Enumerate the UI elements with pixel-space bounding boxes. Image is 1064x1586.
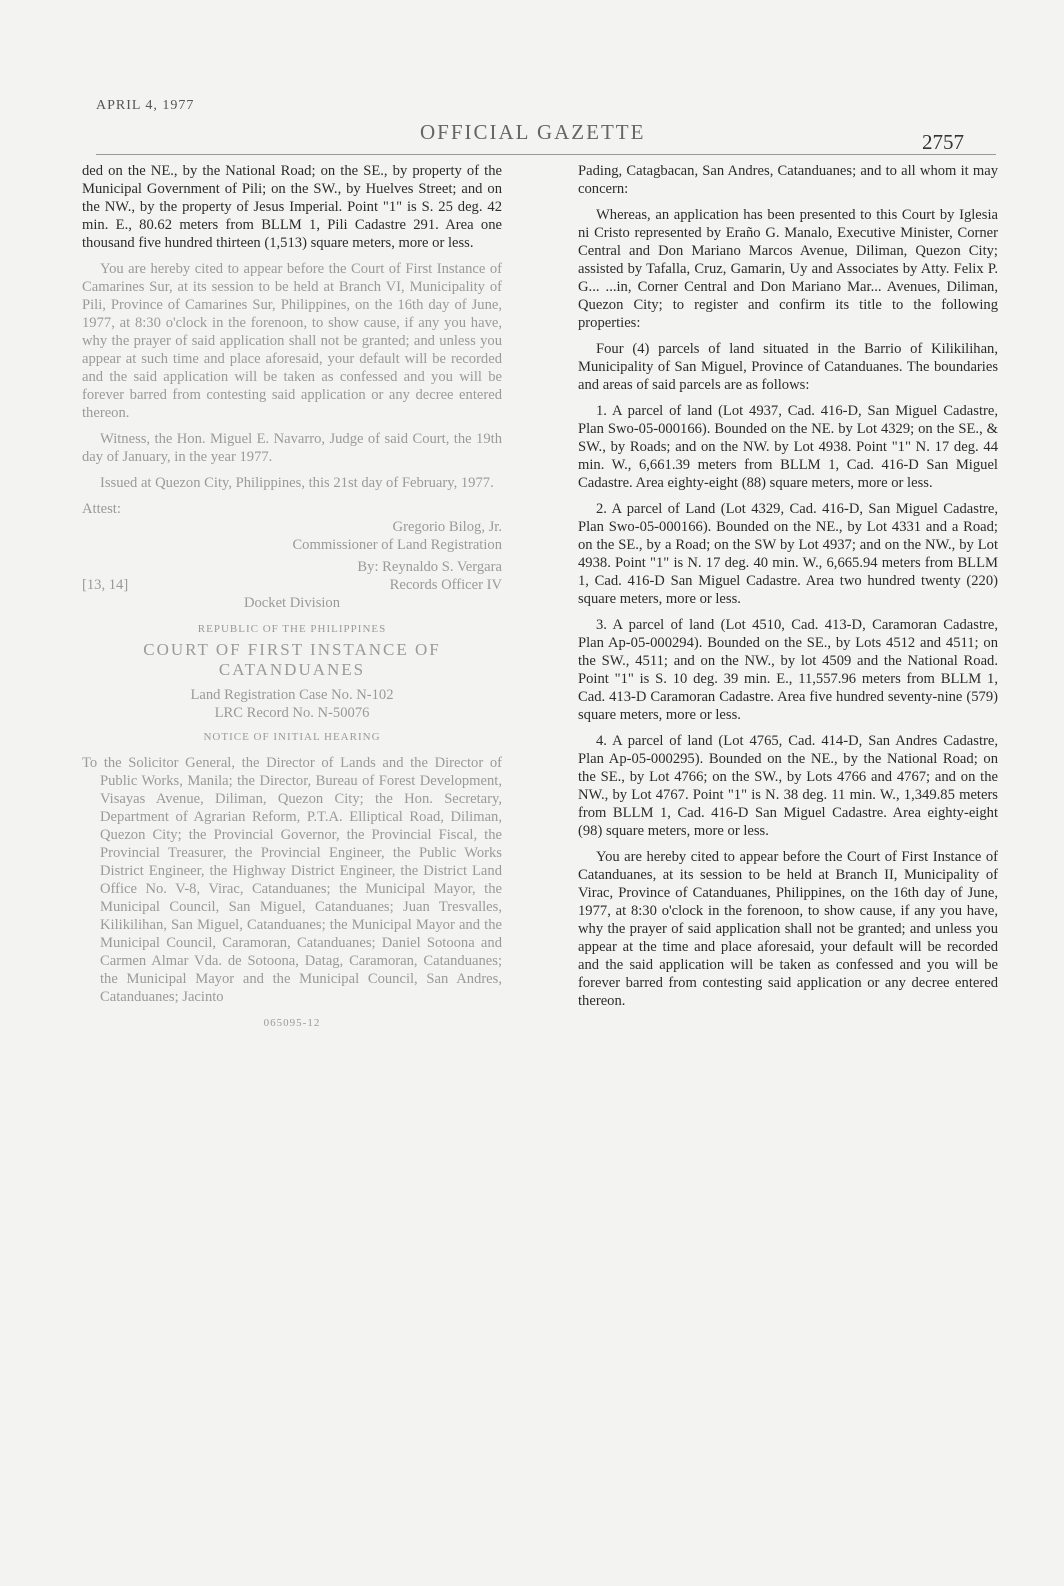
addressees-paragraph: To the Solicitor General, the Director of Lands and the Director of Public Works, Manila; the Director, Bureau of Forest Development, Visayas Avenue, Diliman, Quezon City; the Hon. Secretary, Department of Agrarian Reform, P.T.A. Elliptical Road, Diliman, Quezon City; the Provincial Governor, the Provincial Fiscal, the Provincial Treasurer, the Provincial Engineer, the Public Works District Engineer, the Highway District Engineer, the District Land Office No. V-8, Virac, Catanduanes; the Municipal Mayor, the Municipal Council, San Miguel, Catanduanes; Juan Tresvalles, Kilikilihan, San Miguel, Catanduanes; the Municipal Mayor and the Municipal Council, Caramoran, Catanduanes; Daniel Sotoona and Carmen Almar Vda. de Sotoona, Datag, Caramoran, Catanduanes; the Municipal Mayor and the Municipal Council, San Andres, Catanduanes; Jacinto [82, 755, 502, 1005]
issue-date: APRIL 4, 1977 [96, 98, 195, 113]
right-paragraph-4: You are hereby cited to appear before the Court of First Instance of Catanduanes, at its session to be held at Branch II, Municipality of Virac, Province of Catanduanes, Philippines, on the 16th day of June, 1977, at 8:30 o'clock in the forenoon, to show cause, if any you have, why the prayer of said application shall not be granted; and unless you appear at the time and place aforesaid, your default will be recorded and the said application will be taken as confessed and you will be forever barred from contesting said application or any decree entered thereon. [578, 849, 998, 1009]
attest-label: Attest: [82, 501, 121, 517]
signatory-2-title: Records Officer IV [389, 577, 502, 593]
court-heading: COURT OF FIRST INSTANCE OF CATANDUANES [143, 640, 441, 679]
left-paragraph-1: ded on the NE., by the National Road; on the SE., by property of the Municipal Government of Pili; on the SW., by Huelves Street; and on the NW., by the property of Jesus Imperial. Point "1" is S. 25 deg. 42 min. E., 80.62 meters from BLLM 1, Pili Cadastre 291. Area one thousand five hundred thirteen (1,513) square meters, more or less. [82, 163, 502, 251]
notice-heading [82, 620, 502, 746]
lrc-record: LRC Record No. N-50076 [214, 705, 370, 721]
republic-heading: REPUBLIC OF THE PHILIPPINES [197, 623, 387, 635]
signatory-1-title: Commissioner of Land Registration [292, 537, 502, 553]
parcel-1: 1. A parcel of land (Lot 4937, Cad. 416-D, San Miguel Cadastre, Plan Swo-05-000166). Bounded on the NE. by Lot 4329; on the SE., & SW., by Roads; and on the NW. by Lot 4938. Point "1" N. 17 deg. 44 min. W., 6,661.39 meters from BLLM 1, Cad. 416-D San Miguel Cadastre. Area eighty-eight (88) square meters, more or less. [578, 403, 998, 491]
right-paragraph-3: Four (4) parcels of land situated in the Barrio of Kilikilihan, Municipality of San Miguel, Province of Catanduanes. The boundaries and areas of said parcels are as follows: [578, 341, 998, 393]
right-column [578, 162, 998, 1018]
footer-code: 065095-12 [263, 1017, 321, 1029]
right-paragraph-2: Whereas, an application has been presented to this Court by Iglesia ni Cristo represented by Eraño G. Manalo, Executive Minister, Corner Central and Don Mariano Marcos Avenue, Diliman, Quezon City; assisted by Tafalla, Cruz, Gamarin, Uy and Associates by Atty. Felix P. G... ...in, Corner Central and Don Mariano Mar... Avenues, Diliman, Quezon City; to register and confirm its title to the following properties: [578, 207, 998, 331]
page-number: 2757 [922, 130, 964, 154]
reference-code: [13, 14] [82, 577, 129, 593]
parcel-2: 2. A parcel of Land (Lot 4329, Cad. 416-D, San Miguel Cadastre, Plan Swo-05-000166). Bounded on the NE., by Lot 4331 and a Road; on the SE., by a Road; on the SW by Lot 4937; and on the NW., by Lot 4938. Point "1" is N. 17 deg. 40 min. W., 6,665.94 meters from BLLM 1, Cad. 416-D San Miguel Cadastre. Area two hundred twenty (220) square meters, more or less. [578, 501, 998, 607]
parcel-4: 4. A parcel of land (Lot 4765, Cad. 414-D, San Andres Cadastre, Plan Ap-05-000295). Bounded on the NE., by the National Road; on the SE., by Lot 4766; on the SW., by Lots 4766 and 4767; and on the NW., by Lot 4767. Point "1" is N. 38 deg. 11 min. W., 1,349.85 meters from BLLM 1, Cad. 416-D San Miguel Cadastre. Area eighty-eight (98) square meters, more or less. [578, 733, 998, 839]
right-paragraph-1: Pading, Catagbacan, San Andres, Catanduanes; and to all whom it may concern: [578, 163, 998, 197]
case-number: Land Registration Case No. N-102 [190, 687, 394, 703]
notice-title: NOTICE OF INITIAL HEARING [203, 731, 381, 743]
left-paragraph-3: Witness, the Hon. Miguel E. Navarro, Judge of said Court, the 19th day of January, in the year 1977. [82, 431, 502, 465]
left-paragraph-4: Issued at Quezon City, Philippines, this 21st day of February, 1977. [100, 475, 494, 491]
left-column [82, 162, 502, 1040]
parcel-3: 3. A parcel of land (Lot 4510, Cad. 413-D, Caramoran Cadastre, Plan Ap-05-000294). Bounded on the SE., by Lots 4512 and 4511; on the SW., 4511; and on the NW., by lot 4509 and the National Road. Point "1" is S. 10 deg. 39 min. E., 11,557.96 meters from BLLM 1, Cad. 413-D Caramoran Cadastre. Area five hundred seventy-nine (579) square meters, more or less. [578, 617, 998, 723]
signature-block [82, 500, 502, 612]
signatory-2-name: By: Reynaldo S. Vergara [357, 559, 502, 575]
header-rule [96, 154, 996, 155]
signatory-2-division: Docket Division [243, 595, 341, 611]
signatory-1-name: Gregorio Bilog, Jr. [392, 519, 502, 535]
publication-title: OFFICIAL GAZETTE [420, 120, 646, 144]
left-paragraph-2: You are hereby cited to appear before the Court of First Instance of Camarines Sur, at its session to be held at Branch VI, Municipality of Pili, Province of Camarines Sur, Philippines, on the 16th day of June, 1977, at 8:30 o'clock in the forenoon, to show cause, if any you have, why the prayer of said application shall not be granted; and unless you appear at such time and place aforesaid, your default will be recorded and the said application will be taken as confessed and you will be forever barred from contesting said application or any decree entered thereon. [82, 261, 502, 421]
